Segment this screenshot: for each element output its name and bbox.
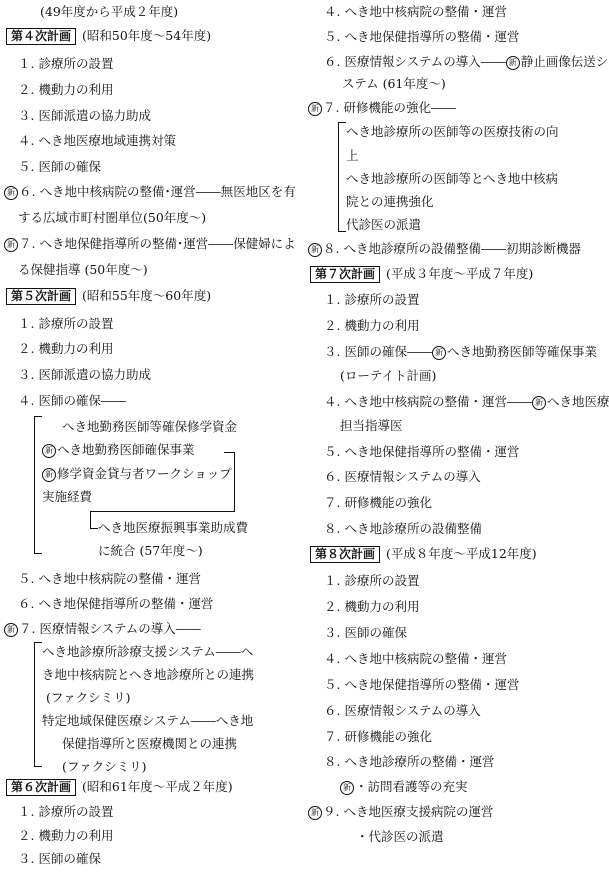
plan4-label: 第４次計画 (6, 28, 76, 45)
plan4-item7-cont: る保健指導 (50年度～) (18, 262, 148, 277)
plan4-header (6, 27, 211, 45)
plan4-item6 (4, 184, 296, 200)
plan7-item4 (324, 394, 609, 410)
plan7-item: ６. 医療情報システムの導入 (324, 469, 481, 484)
plan8-item: ３. 医師の確保 (324, 625, 407, 640)
plan5-sub (42, 466, 232, 482)
new-mark-icon: 新 (506, 56, 520, 70)
plan7-item: ２. 機動力の利用 (324, 318, 420, 333)
bracket-line (34, 642, 42, 643)
bracket-line (338, 231, 346, 232)
plan5-sub (42, 442, 195, 458)
plan6-item6 (324, 54, 608, 70)
plan7-item: １. 診療所の設置 (324, 292, 420, 307)
plan8-sub (340, 779, 468, 795)
plan6-item7-text: ７. 研修機能の強化―― (323, 100, 456, 115)
new-mark-icon: 新 (308, 102, 322, 116)
new-mark-icon: 新 (4, 186, 18, 200)
plan7-item3 (324, 344, 597, 360)
bracket-line (90, 511, 91, 529)
bracket-line (224, 452, 234, 453)
plan8-item: ４. へき地中核病院の整備・運営 (324, 651, 507, 666)
plan4-period: (昭和50年度～54年度) (82, 28, 212, 43)
plan5-sub: (ファクシミリ) (62, 759, 147, 774)
plan5-item7 (4, 621, 201, 637)
plan6-sub: 代診医の派遣 (346, 217, 422, 232)
bracket-line (338, 122, 346, 123)
plan8-item: ８. へき地診療所の整備・運営 (324, 754, 495, 769)
plan8-item: １. 診療所の設置 (324, 573, 420, 588)
plan6-item: １. 診療所の設置 (18, 804, 114, 819)
plan5-item: ３. 医師派遣の協力助成 (18, 367, 151, 382)
plan5-item: ２. 機動力の利用 (18, 341, 114, 356)
plan5-item: １. 診療所の設置 (18, 316, 114, 331)
plan7-item: ７. 研修機能の強化 (324, 495, 432, 510)
bracket-line (90, 528, 98, 529)
plan5-item7-text: ７. 医療情報システムの導入―― (19, 621, 201, 636)
plan5-sub: へき地診療所診療支援システム――へ (42, 644, 254, 659)
bracket-line (34, 416, 35, 554)
plan5-sub-text: 修学資金貸与者ワークショップ (57, 466, 232, 481)
plan4-item6-text: ６. へき地中核病院の整備･運営――無医地区を有 (19, 184, 296, 199)
plan8-item: ７. 研修機能の強化 (324, 729, 432, 744)
plan8-period: (平成８年度～平成12年度) (386, 546, 537, 561)
new-mark-icon: 新 (308, 806, 322, 820)
plan8-item9-text: ９. へき地医療支援病院の運営 (323, 804, 494, 819)
plan5-header (6, 287, 211, 305)
plan4-item6-cont: する広域市町村圏単位(50年度～) (18, 210, 207, 225)
plan5-sub: に統合 (57年度～) (98, 543, 203, 558)
plan4-item: ２. 機動力の利用 (18, 82, 114, 97)
plan5-item: ４. 医師の確保―― (18, 393, 126, 408)
bracket-line (34, 642, 35, 767)
plan6-item: ４. へき地中核病院の整備・運営 (324, 4, 507, 19)
bracket-line (34, 766, 42, 767)
plan5-sub: 保健指導所と医療機関との連携 (62, 736, 238, 751)
plan5-sub: 特定地域保健医療システム――へき地 (42, 713, 254, 728)
plan6-item: ２. 機動力の利用 (18, 828, 114, 843)
plan5-sub: き地中核病院とへき地診療所との連携 (42, 667, 255, 682)
plan7-item: ５. へき地保健指導所の整備・運営 (324, 444, 520, 459)
plan4-item: ３. 医師派遣の協力助成 (18, 108, 151, 123)
plan6-item6-text: ６. 医療情報システムの導入―― (324, 54, 506, 69)
new-mark-icon: 新 (432, 346, 446, 360)
plan5-item: ６. へき地保健指導所の整備・運営 (18, 596, 214, 611)
plan7-item3-tail: へき地勤務医師等確保事業 (446, 344, 597, 359)
plan6-item6-cont: ステム (61年度～) (342, 76, 446, 91)
plan6-sub: 院との連携強化 (346, 194, 434, 209)
plan4-item: ４. へき地医療地域連携対策 (18, 133, 176, 148)
bracket-line (234, 452, 235, 512)
plan8-label: 第８次計画 (310, 546, 380, 563)
plan5-sub: 実施経費 (42, 489, 93, 504)
new-mark-icon: 新 (42, 468, 56, 482)
plan5-item: ５. へき地中核病院の整備・運営 (18, 571, 201, 586)
plan7-item3-text: ３. 医師の確保―― (324, 344, 432, 359)
new-mark-icon: 新 (4, 623, 18, 637)
plan6-label: 第６次計画 (6, 779, 76, 796)
plan8-sub-text: ・訪問看護等の充実 (355, 779, 468, 794)
plan6-header (6, 778, 233, 796)
bracket-line (338, 122, 339, 232)
plan6-item: ５. へき地保健指導所の整備・運営 (324, 29, 520, 44)
plan8-item9-cont: ・代診医の派遣 (356, 829, 444, 844)
plan7-item: ８. へき地診療所の設備整備 (324, 521, 482, 536)
new-mark-icon: 新 (42, 444, 56, 458)
plan7-header (310, 265, 533, 283)
plan8-item: ５. へき地保健指導所の整備・運営 (324, 677, 520, 692)
plan7-label: 第７次計画 (310, 266, 380, 283)
new-mark-icon: 新 (308, 243, 322, 257)
plan7-item4-tail: へき地医療 (546, 394, 609, 409)
plan6-period: (昭和61年度～平成２年度) (82, 779, 233, 794)
plan5-period: (昭和55年度～60年度) (82, 288, 212, 303)
bracket-line (90, 511, 235, 512)
bracket-line (34, 416, 42, 417)
plan6-item6-tail: 静止画像伝送シ (520, 54, 609, 69)
plan7-period: (平成３年度～平成７年度) (386, 266, 534, 281)
new-mark-icon: 新 (532, 396, 546, 410)
plan4-item: ５. 医師の確保 (18, 159, 101, 174)
bracket-line (34, 553, 42, 554)
new-mark-icon: 新 (4, 238, 18, 252)
plan8-item9 (308, 804, 493, 820)
plan6-sub: へき地診療所の医師等とへき地中核病 (346, 171, 559, 186)
new-mark-icon: 新 (340, 781, 354, 795)
plan4-item7 (4, 236, 296, 252)
plan5-sub: (ファクシミリ) (46, 690, 131, 705)
plan7-item4-cont: 担当指導医 (340, 418, 403, 433)
plan6-item7 (308, 100, 456, 116)
top-note: (49年度から平成２年度) (40, 4, 179, 19)
plan4-item: １. 診療所の設置 (18, 56, 114, 71)
plan8-item: ２. 機動力の利用 (324, 599, 420, 614)
plan6-sub: へき地診療所の医師等の医療技術の向 (346, 124, 559, 139)
plan6-item8 (308, 241, 581, 257)
plan7-item3-cont: (ローテイト計画) (340, 368, 437, 383)
plan5-sub-text: へき地勤務医師確保事業 (57, 442, 195, 457)
plan8-item: ６. 医療情報システムの導入 (324, 703, 481, 718)
plan5-sub: へき地勤務医師等確保修学資金 (62, 419, 238, 434)
plan7-item4-text: ４. へき地中核病院の整備・運営―― (324, 394, 532, 409)
plan6-sub: 上 (346, 148, 359, 163)
plan6-item: ３. 医師の確保 (18, 851, 101, 866)
plan8-header (310, 545, 537, 563)
plan5-label: 第５次計画 (6, 288, 76, 305)
plan4-item7-text: ７. へき地保健指導所の整備･運営――保健婦によ (19, 236, 296, 251)
plan5-sub: へき地医療振興事業助成費 (98, 520, 249, 535)
plan6-item8-text: ８. へき地診療所の設備整備――初期診断機器 (323, 241, 581, 256)
